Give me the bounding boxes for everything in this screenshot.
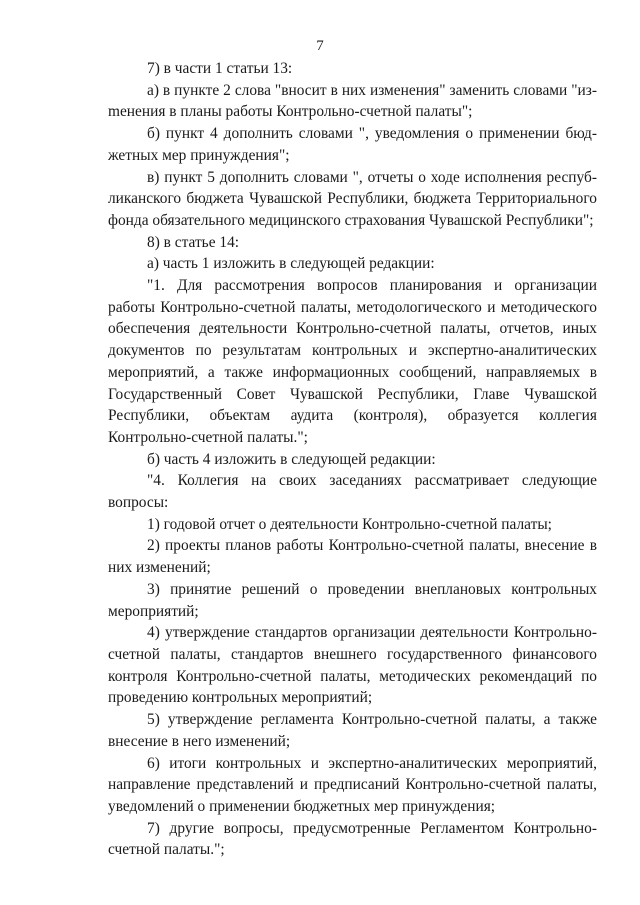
- paragraph-article-13: 7) в части 1 статьи 13:: [147, 60, 293, 77]
- paragraph-14-part-1-text: "1. Для рассмотрения вопросов планирования и организации работы Контрольно-счетной палаты, методологического и методического обеспечения деятельности Контрольно-счетной палаты, отчетов, иных документов по результатам контрольных и экспертно-аналитических мероприятий, а также информационных сообщений, направляемых в Государственный Совет Чувашской Республики, Главе Чувашской Республики, объектам аудита (контроля), образуется коллегия Контрольно-счетной палаты.";: [108, 277, 597, 446]
- list-item-6: 6) итоги контрольных и экспертно-аналитических мероприятий, направление представлений и предписаний Контрольно-счетной палаты, уведомлений о применении бюджетных мер принуждения;: [108, 754, 597, 815]
- page-number: 7: [316, 38, 324, 54]
- list-item-4: 4) утверждение стандартов организации деятельности Контрольно-счетной палаты, стандартов внешнего государственного финансового контроля Контрольно-счетной палаты, методических рекомендаций по проведению контрольных мероприятий;: [108, 624, 597, 707]
- paragraph-14-b: б) часть 4 изложить в следующей редакции:: [147, 450, 436, 468]
- document-body: [108, 58, 597, 861]
- list-item-2: 2) проекты планов работы Контрольно-счетной палаты, внесение в них изменений;: [108, 537, 597, 577]
- list-item-1: 1) годовой отчет о деятельности Контрольно-счетной палаты;: [147, 515, 552, 533]
- list-item-5: 5) утверждение регламента Контрольно-счетной палаты, а также внесение в него изменений;: [108, 711, 597, 750]
- paragraph-13-b: б) пункт 4 дополнить словами ", уведомления о применении бюджетных мер принуждения";: [108, 125, 597, 164]
- paragraph-14-a: а) часть 1 изложить в следующей редакции:: [147, 255, 435, 273]
- list-item-3: 3) принятие решений о проведении внеплановых контрольных мероприятий;: [108, 580, 597, 620]
- paragraph-13-a: а) в пункте 2 слова "вносит в них изменения" заменить словами "изmенения в планы работы Контрольно-счетной палаты";: [108, 81, 597, 121]
- paragraph-14-part-4-intro: "4. Коллегия на своих заседаниях рассматривает следующие вопросы:: [108, 472, 597, 512]
- paragraph-article-14: 8) в статье 14:: [147, 233, 240, 251]
- list-item-7: 7) другие вопросы, предусмотренные Регламентом Контрольно-счетной палаты.";: [108, 819, 597, 859]
- paragraph-13-c: в) пункт 5 дополнить словами ", отчеты о ходе исполнения республиканского бюджета Чувашской Республики, бюджета Территориального фонда обязательного медицинского страхования Чувашской Республики";: [108, 168, 597, 229]
